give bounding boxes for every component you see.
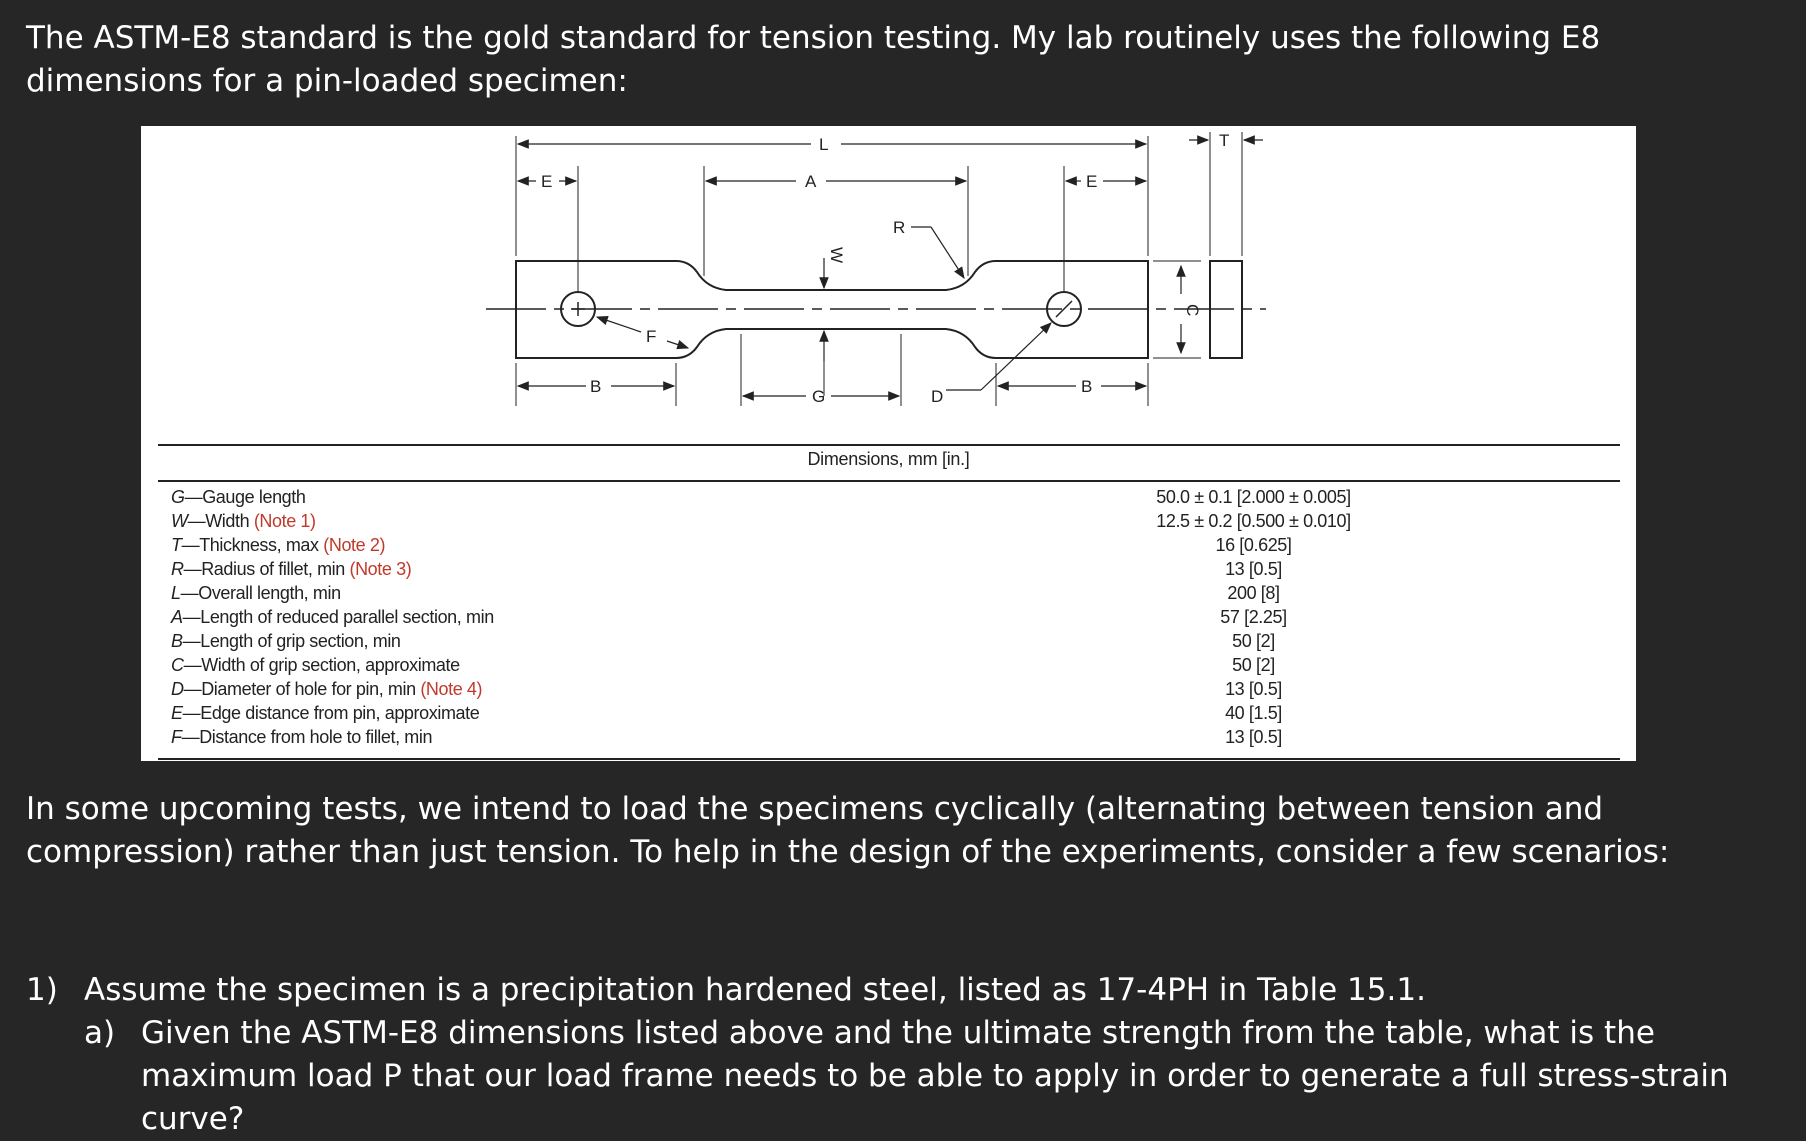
dimension-symbol: E (171, 703, 183, 723)
question-1a-letter: a) (84, 1015, 116, 1051)
dimension-value-g: 50.0 ± 0.1 [2.000 ± 0.005] (1156, 487, 1351, 507)
dimension-row-t (171, 533, 494, 557)
dimension-row-c (171, 653, 494, 677)
dimension-name: —Thickness, max (181, 535, 324, 555)
dimension-symbol: F (171, 727, 182, 747)
dimension-name: —Distance from hole to fillet, min (181, 727, 433, 747)
dimension-value-f: 13 [0.5] (1225, 727, 1282, 747)
question-1a-text: Given the ASTM-E8 dimensions listed above and the ultimate strength from the table, what is the maximum load P that our load frame needs to be able to apply in order to generate a full stress-strain curve? (141, 1015, 1729, 1137)
dimension-row-e (171, 701, 494, 725)
dimension-value-w: 12.5 ± 0.2 [0.500 ± 0.010] (1156, 511, 1351, 531)
dimension-note[interactable]: (Note 4) (420, 679, 483, 699)
dimension-value-a: 57 [2.25] (1220, 607, 1287, 627)
question-1-number: 1) (26, 972, 58, 1008)
label-L: L (819, 135, 829, 154)
dimension-row-g (171, 485, 494, 509)
intro-paragraph: The ASTM-E8 standard is the gold standard for tension testing. My lab routinely uses the following E8 dimensions for a pin-loaded specimen: (26, 20, 1601, 99)
dimension-note[interactable]: (Note 3) (349, 559, 412, 579)
dimension-value-e: 40 [1.5] (1225, 703, 1282, 723)
dimension-row-l (171, 581, 494, 605)
dimension-name: —Gauge length (184, 487, 306, 507)
dimension-value-b: 50 [2] (1232, 631, 1275, 651)
dimension-note[interactable]: (Note 2) (323, 535, 386, 555)
dimension-value-r: 13 [0.5] (1225, 559, 1282, 579)
label-T: T (1219, 131, 1230, 150)
specimen-drawing (141, 126, 1636, 446)
label-W: W (827, 247, 846, 264)
dimension-row-w (171, 509, 494, 533)
dimension-name: —Diameter of hole for pin, min (183, 679, 421, 699)
question-1-text: Assume the specimen is a precipitation hardened steel, listed as 17-4PH in Table 15.1. (84, 972, 1426, 1008)
dimension-value-c: 50 [2] (1232, 655, 1275, 675)
dimension-symbol: B (171, 631, 183, 651)
dimension-symbol: R (171, 559, 184, 579)
table-rule-bottom (158, 758, 1620, 760)
dimension-name: —Length of grip section, min (182, 631, 401, 651)
dimension-symbol: T (171, 535, 182, 555)
label-E-left: E (541, 172, 553, 191)
dimension-row-r (171, 557, 494, 581)
dimension-name: —Edge distance from pin, approximate (182, 703, 480, 723)
label-C: C (1183, 304, 1202, 317)
dimension-values (1101, 485, 1406, 749)
dimension-name: —Width of grip section, approximate (183, 655, 460, 675)
label-R: R (893, 218, 906, 237)
dimension-value-t: 16 [0.625] (1215, 535, 1292, 555)
dimension-symbol: G (171, 487, 185, 507)
dimension-row-a (171, 605, 494, 629)
label-G: G (812, 387, 826, 406)
table-rule-top (158, 444, 1620, 446)
dimension-symbol: C (171, 655, 184, 675)
dimension-value-l: 200 [8] (1227, 583, 1280, 603)
table-rule-mid (158, 480, 1620, 482)
dimension-name: —Length of reduced parallel section, min (182, 607, 494, 627)
dimension-names (171, 485, 494, 749)
dimension-symbol: W (171, 511, 188, 531)
dimension-symbol: D (171, 679, 184, 699)
dimension-row-d (171, 677, 494, 701)
dimension-row-b (171, 629, 494, 653)
label-A: A (805, 172, 817, 191)
label-F: F (646, 327, 657, 346)
dimensions-caption: Dimensions, mm [in.] (807, 449, 970, 469)
dimension-note[interactable]: (Note 1) (253, 511, 316, 531)
label-B-left: B (590, 377, 602, 396)
dimension-symbol: L (171, 583, 181, 603)
specimen-figure (141, 126, 1636, 761)
label-E-right: E (1086, 172, 1098, 191)
cyclic-paragraph: In some upcoming tests, we intend to load the specimens cyclically (alternating between tension and compression) rather than just tension. To help in the design of the experiments, consider a few scenarios: (26, 791, 1670, 870)
dimension-symbol: A (171, 607, 183, 627)
dimension-name: —Overall length, min (180, 583, 341, 603)
dimension-name: —Width (187, 511, 254, 531)
dimension-value-d: 13 [0.5] (1225, 679, 1282, 699)
label-B-right: B (1081, 377, 1093, 396)
dimension-row-f (171, 725, 494, 749)
dimension-name: —Radius of fillet, min (183, 559, 350, 579)
label-D: D (931, 387, 944, 406)
